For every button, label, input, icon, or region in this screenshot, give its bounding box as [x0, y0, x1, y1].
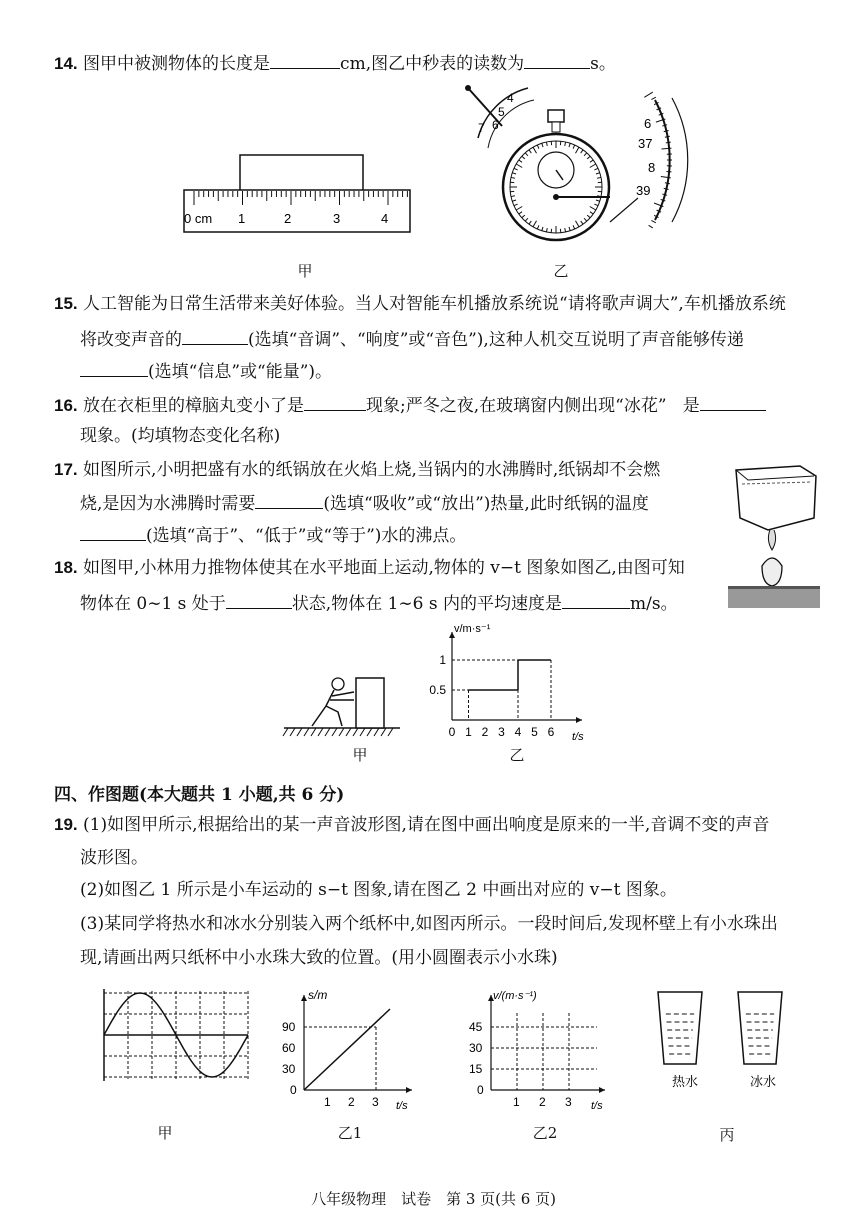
- figure-caption: 甲: [352, 746, 368, 764]
- arc-tick: [665, 183, 670, 184]
- answer-blank[interactable]: [562, 592, 630, 609]
- question-text: 物体在 0∼1 s 处于: [80, 594, 226, 614]
- x-axis-label: t/s: [591, 1100, 603, 1112]
- x-tick-label: 5: [531, 725, 538, 739]
- x-tick-label: 2: [481, 725, 489, 739]
- tick-label: 1: [513, 1095, 520, 1109]
- y-axis-label: s/m: [308, 988, 328, 1002]
- paper-pot: [736, 466, 816, 530]
- ground-hatch-line: [360, 728, 365, 736]
- tick-label: 60: [282, 1041, 296, 1055]
- figure-caption: 甲: [157, 1124, 173, 1142]
- stopwatch-crown: [548, 110, 564, 122]
- question-18: [54, 558, 685, 578]
- ruler-label: 3: [333, 211, 341, 226]
- dial-label: 8: [648, 160, 656, 175]
- paper-pot-figure: [728, 458, 820, 608]
- ground-hatch-line: [325, 728, 330, 736]
- tick-label: 15: [469, 1062, 483, 1076]
- question-19-line2: [80, 848, 148, 868]
- ruler-label: 4: [381, 211, 389, 226]
- question-text: 现象。(均填物态变化名称): [80, 426, 281, 446]
- tick-label: 3: [372, 1095, 379, 1109]
- tick-label: 2: [348, 1095, 355, 1109]
- ground-hatch-line: [304, 728, 309, 736]
- question-text: 将改变声音的: [80, 330, 182, 350]
- tick-label: 3: [565, 1095, 572, 1109]
- question-text: 放在衣柜里的樟脑丸变小了是: [83, 396, 305, 416]
- arc-tick: [664, 188, 669, 189]
- person-head: [332, 678, 344, 690]
- figure-caption: 甲: [297, 262, 313, 280]
- ground-hatch-line: [283, 728, 288, 736]
- tick-label: 1: [324, 1095, 331, 1109]
- question-text: cm,图乙中秒表的读数为: [340, 54, 525, 74]
- ground-hatch-line: [318, 728, 323, 736]
- flame: [768, 530, 775, 550]
- x-tick-label: 1: [465, 725, 472, 739]
- arc-tick: [649, 225, 653, 228]
- question-text: 现象;严冬之夜,在玻璃窗内侧出现“冰花”: [366, 396, 667, 416]
- arc-tick: [665, 136, 670, 137]
- question-text: (选填“信息”或“能量”)。: [148, 362, 333, 382]
- person-body: [312, 690, 354, 726]
- dial-label: 4: [507, 91, 514, 105]
- section-title: 四、作图题(本大题共 1 小题,共 6 分): [54, 785, 345, 805]
- question-14: [54, 52, 616, 74]
- x-tick-label: 4: [514, 725, 522, 739]
- ground-hatch-line: [374, 728, 379, 736]
- vt-chart: [420, 620, 600, 750]
- ruler-figure: [180, 150, 415, 240]
- ground-hatch-line: [353, 728, 358, 736]
- question-16-line2: [80, 426, 280, 446]
- push-figure: [282, 670, 402, 742]
- question-text: 波形图。: [80, 848, 148, 868]
- y-axis-label: v/m·s⁻¹: [454, 623, 491, 635]
- question-text: (选填“吸收”或“放出”)热量,此时纸锅的温度: [323, 494, 649, 514]
- question-number: 19.: [54, 815, 78, 834]
- answer-blank[interactable]: [80, 360, 148, 377]
- question-text: (3)某同学将热水和冰水分别装入两个纸杯中,如图丙所示。一段时间后,发现杯壁上有小水珠出: [80, 914, 778, 934]
- ground-hatch-line: [290, 728, 295, 736]
- question-text: 图甲中被测物体的长度是: [83, 54, 271, 74]
- page-footer: 八年级物理 试卷 第 3 页(共 6 页): [311, 1190, 556, 1208]
- tick-label: 45: [469, 1020, 483, 1034]
- ground-hatch-line: [388, 728, 393, 736]
- answer-blank[interactable]: [226, 592, 292, 609]
- cup-label: 热水: [672, 1074, 699, 1088]
- question-text: 如图所示,小明把盛有水的纸锅放在火焰上烧,当锅内的水沸腾时,纸锅却不会燃: [83, 460, 661, 480]
- ruler-label: 0 cm: [184, 211, 213, 226]
- x-axis-label: t/s: [572, 731, 584, 743]
- question-number: 17.: [54, 460, 78, 479]
- y-tick-label: 1: [439, 653, 446, 667]
- dial-label: 37: [638, 136, 653, 151]
- ground-hatch-line: [332, 728, 337, 736]
- stopwatch-figure: [460, 80, 690, 250]
- dial-label: 7: [478, 121, 485, 135]
- ground-hatch-line: [311, 728, 316, 736]
- figure-caption: 丙: [719, 1126, 735, 1144]
- question-15: [54, 294, 786, 314]
- dial-label: 6: [492, 118, 499, 132]
- x-tick-label: 6: [547, 725, 555, 739]
- st-chart: [280, 985, 425, 1115]
- tick-label: 30: [469, 1041, 483, 1055]
- x-axis-label: t/s: [396, 1100, 408, 1112]
- question-18-line2: [80, 592, 678, 614]
- answer-blank[interactable]: [524, 52, 590, 69]
- x-tick-label: 0: [448, 725, 456, 739]
- waveform-figure: [96, 985, 256, 1085]
- question-text: m/s。: [630, 594, 678, 614]
- vt-blank-chart: [465, 985, 615, 1115]
- question-text: s。: [590, 54, 616, 74]
- measured-object: [240, 155, 363, 191]
- answer-blank[interactable]: [700, 394, 766, 411]
- question-19-part3-line2: [80, 948, 558, 968]
- hot-cup: [658, 992, 702, 1064]
- arc-tick: [664, 130, 669, 131]
- arc-tick: [651, 97, 655, 99]
- question-text: 如图甲,小林用力推物体使其在水平地面上运动,物体的 v−t 图象如图乙,由图可知: [83, 558, 685, 578]
- question-text: 现,请画出两只纸杯中小水珠大致的位置。(用小圆圈表示小水珠): [80, 948, 558, 968]
- block: [356, 678, 384, 728]
- arc-tick: [666, 142, 671, 143]
- dial-label: 39: [636, 183, 651, 198]
- dial-label: 5: [498, 105, 505, 119]
- question-15-line2: [80, 328, 744, 350]
- arc-tick: [662, 194, 667, 195]
- question-17-line2: [80, 492, 649, 514]
- figure-caption: 乙: [509, 746, 525, 764]
- ground-hatch-line: [346, 728, 351, 736]
- tick-label: 0: [477, 1083, 484, 1097]
- figure-caption: 乙: [553, 262, 569, 280]
- answer-blank[interactable]: [270, 52, 340, 69]
- x-axis-arrow: [576, 717, 582, 723]
- tick-label: 2: [539, 1095, 546, 1109]
- question-text: (选填“音调”、“响度”或“音色”),这种人机交互说明了声音能够传递: [248, 330, 744, 350]
- question-text: 是: [682, 396, 700, 416]
- arc-tick: [644, 92, 653, 97]
- table: [728, 586, 820, 608]
- question-19-part2: [80, 880, 677, 900]
- y-axis-label: v/(m·s⁻¹): [493, 990, 537, 1002]
- figure-caption: 乙2: [532, 1124, 558, 1142]
- question-text: (2)如图乙 1 所示是小车运动的 s−t 图象,请在图乙 2 中画出对应的 v−t 图象。: [80, 880, 677, 900]
- question-17: [54, 460, 660, 480]
- cold-cup: [738, 992, 782, 1064]
- question-text: (1)如图甲所示,根据给出的某一声音波形图,请在图中画出响度是原来的一半,音调不变的声音: [83, 815, 770, 835]
- tick-label: 90: [282, 1020, 296, 1034]
- x-tick-label: 3: [498, 725, 505, 739]
- question-text: (选填“高于”、“低于”或“等于”)水的沸点。: [146, 526, 467, 546]
- ground-hatch-line: [367, 728, 372, 736]
- question-19: [54, 815, 769, 835]
- st-line: [304, 1009, 390, 1090]
- y-tick-label: 0.5: [429, 683, 446, 697]
- dial-label: 6: [644, 116, 652, 131]
- ruler-label: 1: [238, 211, 246, 226]
- question-number: 18.: [54, 558, 78, 577]
- ruler-label: 2: [284, 211, 292, 226]
- answer-blank[interactable]: [80, 524, 146, 541]
- question-17-line3: [80, 524, 466, 546]
- arc-tick: [662, 125, 667, 126]
- answer-blank[interactable]: [304, 394, 366, 411]
- ground-hatch-line: [339, 728, 344, 736]
- answer-blank[interactable]: [182, 328, 248, 345]
- question-16: [54, 394, 766, 416]
- arc-tick: [651, 220, 655, 222]
- cup-label: 冰水: [750, 1074, 777, 1088]
- question-text: 状态,物体在 1∼6 s 内的平均速度是: [291, 594, 563, 614]
- cups-figure: [650, 988, 800, 1088]
- question-number: 14.: [54, 54, 78, 73]
- alcohol-lamp: [762, 558, 782, 586]
- question-15-line3: [80, 360, 332, 382]
- figure-caption: 乙1: [337, 1124, 363, 1142]
- question-19-part3: [80, 914, 778, 934]
- tick-label: 0: [290, 1083, 297, 1097]
- question-number: 15.: [54, 294, 78, 313]
- ground-hatch-line: [381, 728, 386, 736]
- answer-blank[interactable]: [255, 492, 323, 509]
- tick-label: 30: [282, 1062, 296, 1076]
- question-text: 人工智能为日常生活带来美好体验。当人对智能车机播放系统说“请将歌声调大”,车机播放系统: [83, 294, 786, 314]
- question-number: 16.: [54, 396, 78, 415]
- question-text: 烧,是因为水沸腾时需要: [80, 494, 256, 514]
- ground-hatch-line: [297, 728, 302, 736]
